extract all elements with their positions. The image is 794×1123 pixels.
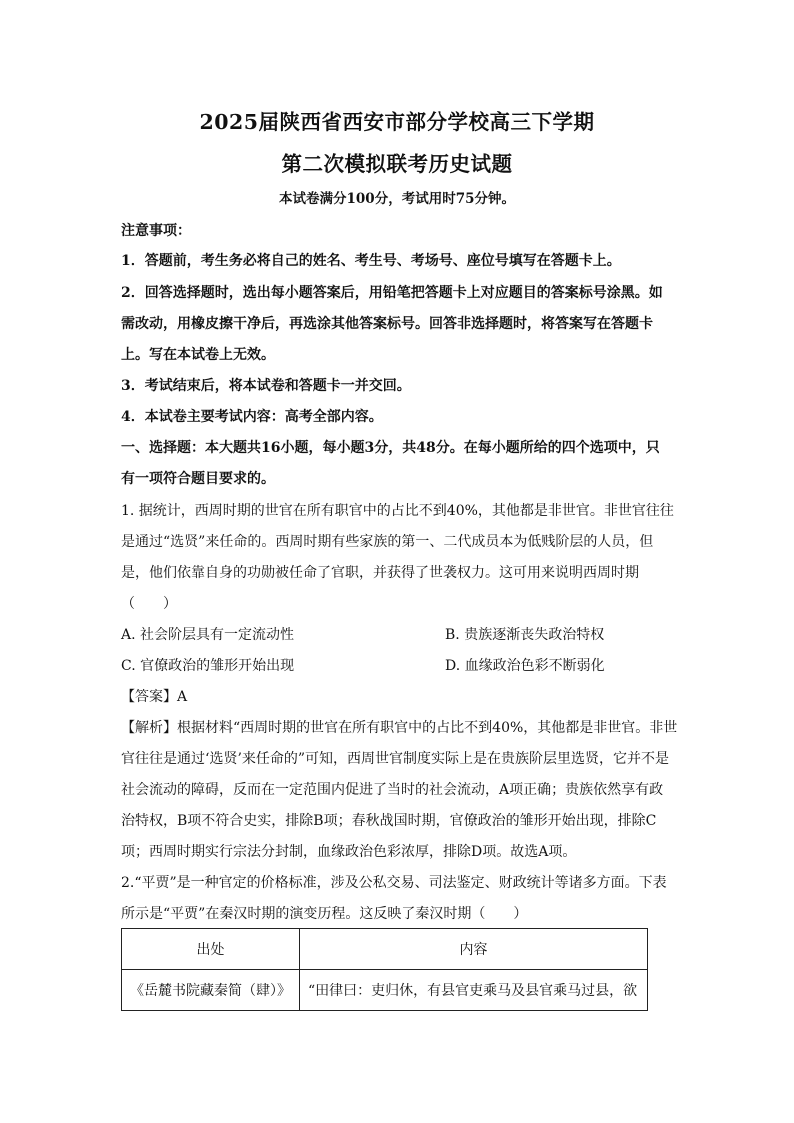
exam-title-line1: 2025届陕西省西安市部分学校高三下学期 bbox=[199, 110, 595, 134]
notice-item: 4．本试卷主要考试内容：高考全部内容。 bbox=[121, 409, 383, 425]
question-1-blank: （ ） bbox=[121, 596, 177, 612]
notice-item: 上。写在本试卷上无效。 bbox=[121, 347, 275, 363]
question-1-analysis: 项；西周时期实行宗法分封制，血缘政治色彩浓厚，排除D项。故选A项。 bbox=[121, 844, 577, 860]
notice-item: 2．回答选择题时，选出每小题答案后，用铅笔把答题卡上对应题目的答案标号涂黑。如 bbox=[121, 285, 663, 301]
table-header-row bbox=[122, 929, 648, 970]
question-1-option-a: A. 社会阶层具有一定流动性 bbox=[121, 627, 295, 643]
question-1-option-d: D. 血缘政治色彩不断弱化 bbox=[445, 658, 605, 674]
table-row bbox=[122, 970, 648, 1011]
question-1-analysis: 官往往是通过‘选贤’来任命的”可知，西周世官制度实际上是在贵族阶层里选贤，它并不是 bbox=[121, 751, 670, 767]
question-1-option-b: B. 贵族逐渐丧失政治特权 bbox=[445, 627, 605, 643]
table-cell-content: “田律曰：吏归休，有县官吏乘马及县官乘马过县，欲 bbox=[300, 970, 648, 1011]
section-heading: 有一项符合题目要求的。 bbox=[121, 471, 275, 487]
question-1-analysis: 社会流动的障碍，反而在一定范围内促进了当时的社会流动，A项正确；贵族依然享有政 bbox=[121, 782, 664, 798]
question-1-text: 1. 据统计，西周时期的世官在所有职官中的占比不到40%，其他都是非世官。非世官往往 bbox=[121, 503, 674, 519]
question-1-answer: 【答案】A bbox=[121, 689, 188, 705]
question-1-analysis: 【解析】根据材料“西周时期的世官在所有职官中的占比不到40%，其他都是非世官。非世 bbox=[121, 720, 678, 736]
question-1-text: 是通过“选贤”来任命的。西周时期有些家族的第一、二代成员本为低贱阶层的人员，但 bbox=[121, 534, 654, 550]
question-2-text: 2.“平贾”是一种官定的价格标准，涉及公私交易、司法鉴定、财政统计等诸多方面。下表 bbox=[121, 875, 667, 891]
notice-item: 1．答题前，考生务必将自己的姓名、考生号、考场号、座位号填写在答题卡上。 bbox=[121, 253, 621, 269]
notice-item: 需改动，用橡皮擦干净后，再选涂其他答案标号。回答非选择题时，将答案写在答题卡 bbox=[121, 316, 653, 332]
exam-subtitle: 本试卷满分100分，考试用时75分钟。 bbox=[279, 191, 515, 207]
question-1-text: 是，他们依靠自身的功勋被任命了官职，并获得了世袭权力。这可用来说明西周时期 bbox=[121, 565, 639, 581]
question-2-text: 所示是“平贾”在秦汉时期的演变历程。这反映了秦汉时期（ ） bbox=[121, 906, 528, 922]
table-header-content: 内容 bbox=[300, 929, 648, 970]
table-header-source: 出处 bbox=[122, 929, 300, 970]
question-1-option-c: C. 官僚政治的雏形开始出现 bbox=[121, 658, 295, 674]
section-heading: 一、选择题：本大题共16小题，每小题3分，共48分。在每小题所给的四个选项中，只 bbox=[121, 440, 660, 456]
notice-heading: 注意事项： bbox=[121, 223, 191, 239]
table-cell-source: 《岳麓书院藏秦简（肆）》 bbox=[122, 970, 300, 1011]
exam-title-line2: 第二次模拟联考历史试题 bbox=[281, 152, 513, 176]
question-1-analysis: 治特权，B项不符合史实，排除B项；春秋战国时期，官僚政治的雏形开始出现，排除C bbox=[121, 813, 657, 829]
source-table bbox=[121, 928, 648, 1011]
notice-item: 3．考试结束后，将本试卷和答题卡一并交回。 bbox=[121, 378, 411, 394]
